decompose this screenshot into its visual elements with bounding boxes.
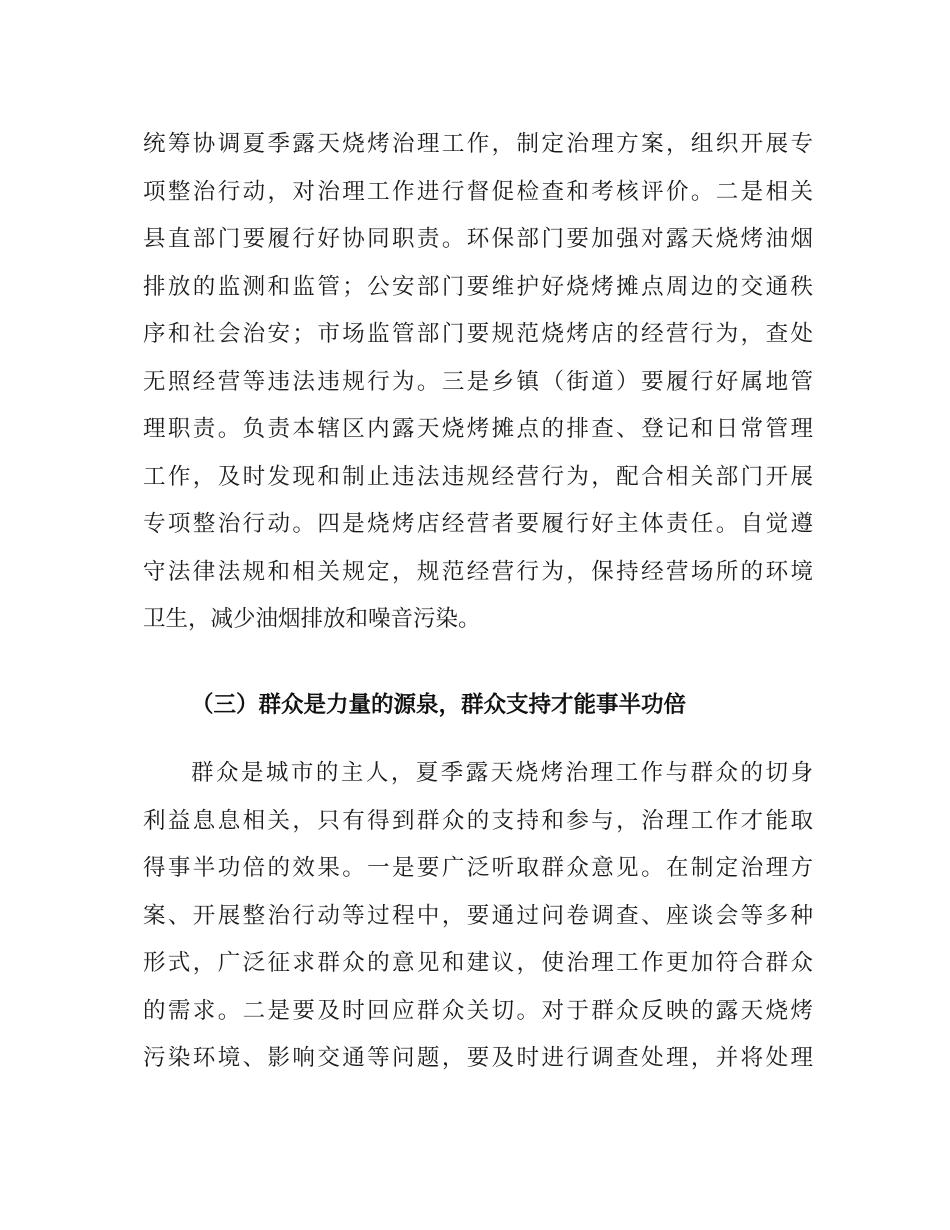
text-line: 专项整治行动。四是烧烤店经营者要履行好主体责任。自觉遵	[143, 511, 813, 537]
text-line: 守法律法规和相关规定，规范经营行为，保持经营场所的环境	[143, 558, 813, 585]
paragraph-2	[143, 750, 813, 1083]
text-line: 项整治行动，对治理工作进行督促检查和考核评价。二是相关	[143, 178, 813, 205]
text-line: 污染环境、影响交通等问题，要及时进行调查处理，并将处理	[143, 1045, 813, 1071]
text-line: 无照经营等违法违规行为。三是乡镇（街道）要履行好属地管	[143, 368, 813, 395]
text-line: 理职责。负责本辖区内露天烧烤摊点的排查、登记和日常管理	[143, 416, 813, 442]
text-line: 形式，广泛征求群众的意见和建议，使治理工作更加符合群众	[143, 950, 813, 976]
text-line: 统筹协调夏季露天烧烤治理工作，制定治理方案，组织开展专	[143, 131, 813, 157]
text-line: 的需求。二是要及时回应群众关切。对于群众反映的露天烧烤	[143, 997, 813, 1024]
text-line: 工作，及时发现和制止违法违规经营行为，配合相关部门开展	[143, 463, 813, 490]
section-heading: （三）群众是力量的源泉，群众支持才能事半功倍	[191, 692, 687, 718]
text-line: 卫生，减少油烟排放和噪音污染。	[143, 606, 481, 632]
text-line: 序和社会治安；市场监管部门要规范烧烤店的经营行为，查处	[143, 321, 813, 347]
text-line: 案、开展整治行动等过程中，要通过问卷调查、座谈会等多种	[143, 902, 813, 929]
paragraph-1	[143, 121, 813, 644]
text-line: 排放的监测和监管；公安部门要维护好烧烤摊点周边的交通秩	[143, 273, 813, 300]
text-line: 群众是城市的主人，夏季露天烧烤治理工作与群众的切身	[191, 760, 813, 786]
text-line: 县直部门要履行好协同职责。环保部门要加强对露天烧烤油烟	[143, 226, 813, 252]
text-line: 利益息息相关，只有得到群众的支持和参与，治理工作才能取	[143, 807, 813, 834]
text-line: 得事半功倍的效果。一是要广泛听取群众意见。在制定治理方	[143, 855, 813, 881]
